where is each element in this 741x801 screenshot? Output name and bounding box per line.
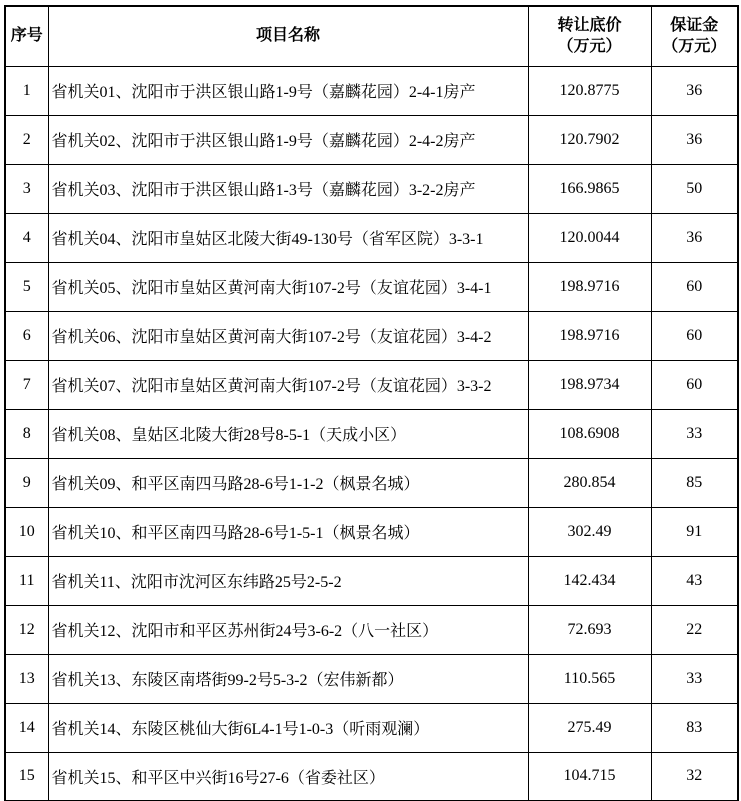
deposit: 36 [651,213,738,262]
project-name: 省机关14、东陵区桃仙大街6L4-1号1-0-3（听雨观澜） [48,703,528,752]
floor-price: 142.434 [528,556,651,605]
table-row [5,752,738,801]
table-row [5,703,738,752]
table-row [5,311,738,360]
floor-price: 108.6908 [528,409,651,458]
project-name: 省机关04、沈阳市皇姑区北陵大街49-130号（省军区院）3-3-1 [48,213,528,262]
header-line: 项目名称 [255,27,320,45]
row-index: 15 [5,752,48,801]
deposit: 43 [651,556,738,605]
row-index: 2 [5,115,48,164]
property-transfer-table [4,5,739,801]
floor-price: 302.49 [528,507,651,556]
table-row [5,262,738,311]
row-index: 14 [5,703,48,752]
deposit: 33 [651,409,738,458]
row-index: 7 [5,360,48,409]
header-line: 保证金 [670,16,719,34]
table-row [5,115,738,164]
deposit: 33 [651,654,738,703]
row-index: 1 [5,66,48,115]
table-row [5,458,738,507]
deposit: 60 [651,360,738,409]
row-index: 9 [5,458,48,507]
project-name: 省机关02、沈阳市于洪区银山路1-9号（嘉麟花园）2-4-2房产 [48,115,528,164]
row-index: 8 [5,409,48,458]
floor-price: 198.9734 [528,360,651,409]
table-row [5,66,738,115]
project-name: 省机关06、沈阳市皇姑区黄河南大街107-2号（友谊花园）3-4-2 [48,311,528,360]
table-row [5,360,738,409]
deposit: 85 [651,458,738,507]
project-name: 省机关05、沈阳市皇姑区黄河南大街107-2号（友谊花园）3-4-1 [48,262,528,311]
header-line: 序号 [10,27,43,45]
project-name: 省机关01、沈阳市于洪区银山路1-9号（嘉麟花园）2-4-1房产 [48,66,528,115]
project-name: 省机关08、皇姑区北陵大街28号8-5-1（天成小区） [48,409,528,458]
header-line: （万元） [662,38,727,56]
floor-price: 280.854 [528,458,651,507]
col-header-deposit [651,6,738,66]
deposit: 83 [651,703,738,752]
project-name: 省机关11、沈阳市沈河区东纬路25号2-5-2 [48,556,528,605]
floor-price: 120.7902 [528,115,651,164]
row-index: 6 [5,311,48,360]
table-row [5,409,738,458]
deposit: 60 [651,262,738,311]
floor-price: 120.8775 [528,66,651,115]
row-index: 3 [5,164,48,213]
deposit: 22 [651,605,738,654]
project-name: 省机关03、沈阳市于洪区银山路1-3号（嘉麟花园）3-2-2房产 [48,164,528,213]
col-header-floor-price [528,6,651,66]
row-index: 4 [5,213,48,262]
table-header-row [5,6,738,66]
row-index: 10 [5,507,48,556]
floor-price: 72.693 [528,605,651,654]
deposit: 36 [651,66,738,115]
floor-price: 198.9716 [528,311,651,360]
floor-price: 198.9716 [528,262,651,311]
header-line: （万元） [557,38,622,56]
project-name: 省机关15、和平区中兴街16号27-6（省委社区） [48,752,528,801]
deposit: 36 [651,115,738,164]
project-name: 省机关13、东陵区南塔街99-2号5-3-2（宏伟新都） [48,654,528,703]
row-index: 5 [5,262,48,311]
floor-price: 104.715 [528,752,651,801]
project-name: 省机关09、和平区南四马路28-6号1-1-2（枫景名城） [48,458,528,507]
deposit: 60 [651,311,738,360]
project-name: 省机关07、沈阳市皇姑区黄河南大街107-2号（友谊花园）3-3-2 [48,360,528,409]
table-row [5,556,738,605]
table-row [5,213,738,262]
table-row [5,654,738,703]
table-row [5,507,738,556]
deposit: 91 [651,507,738,556]
row-index: 12 [5,605,48,654]
floor-price: 166.9865 [528,164,651,213]
floor-price: 110.565 [528,654,651,703]
project-name: 省机关12、沈阳市和平区苏州街24号3-6-2（八一社区） [48,605,528,654]
floor-price: 275.49 [528,703,651,752]
project-name: 省机关10、和平区南四马路28-6号1-5-1（枫景名城） [48,507,528,556]
row-index: 13 [5,654,48,703]
col-header-index [5,6,48,66]
deposit: 50 [651,164,738,213]
col-header-project-name [48,6,528,66]
deposit: 32 [651,752,738,801]
floor-price: 120.0044 [528,213,651,262]
header-line: 转让底价 [557,16,622,34]
row-index: 11 [5,556,48,605]
table-row [5,605,738,654]
table-row [5,164,738,213]
